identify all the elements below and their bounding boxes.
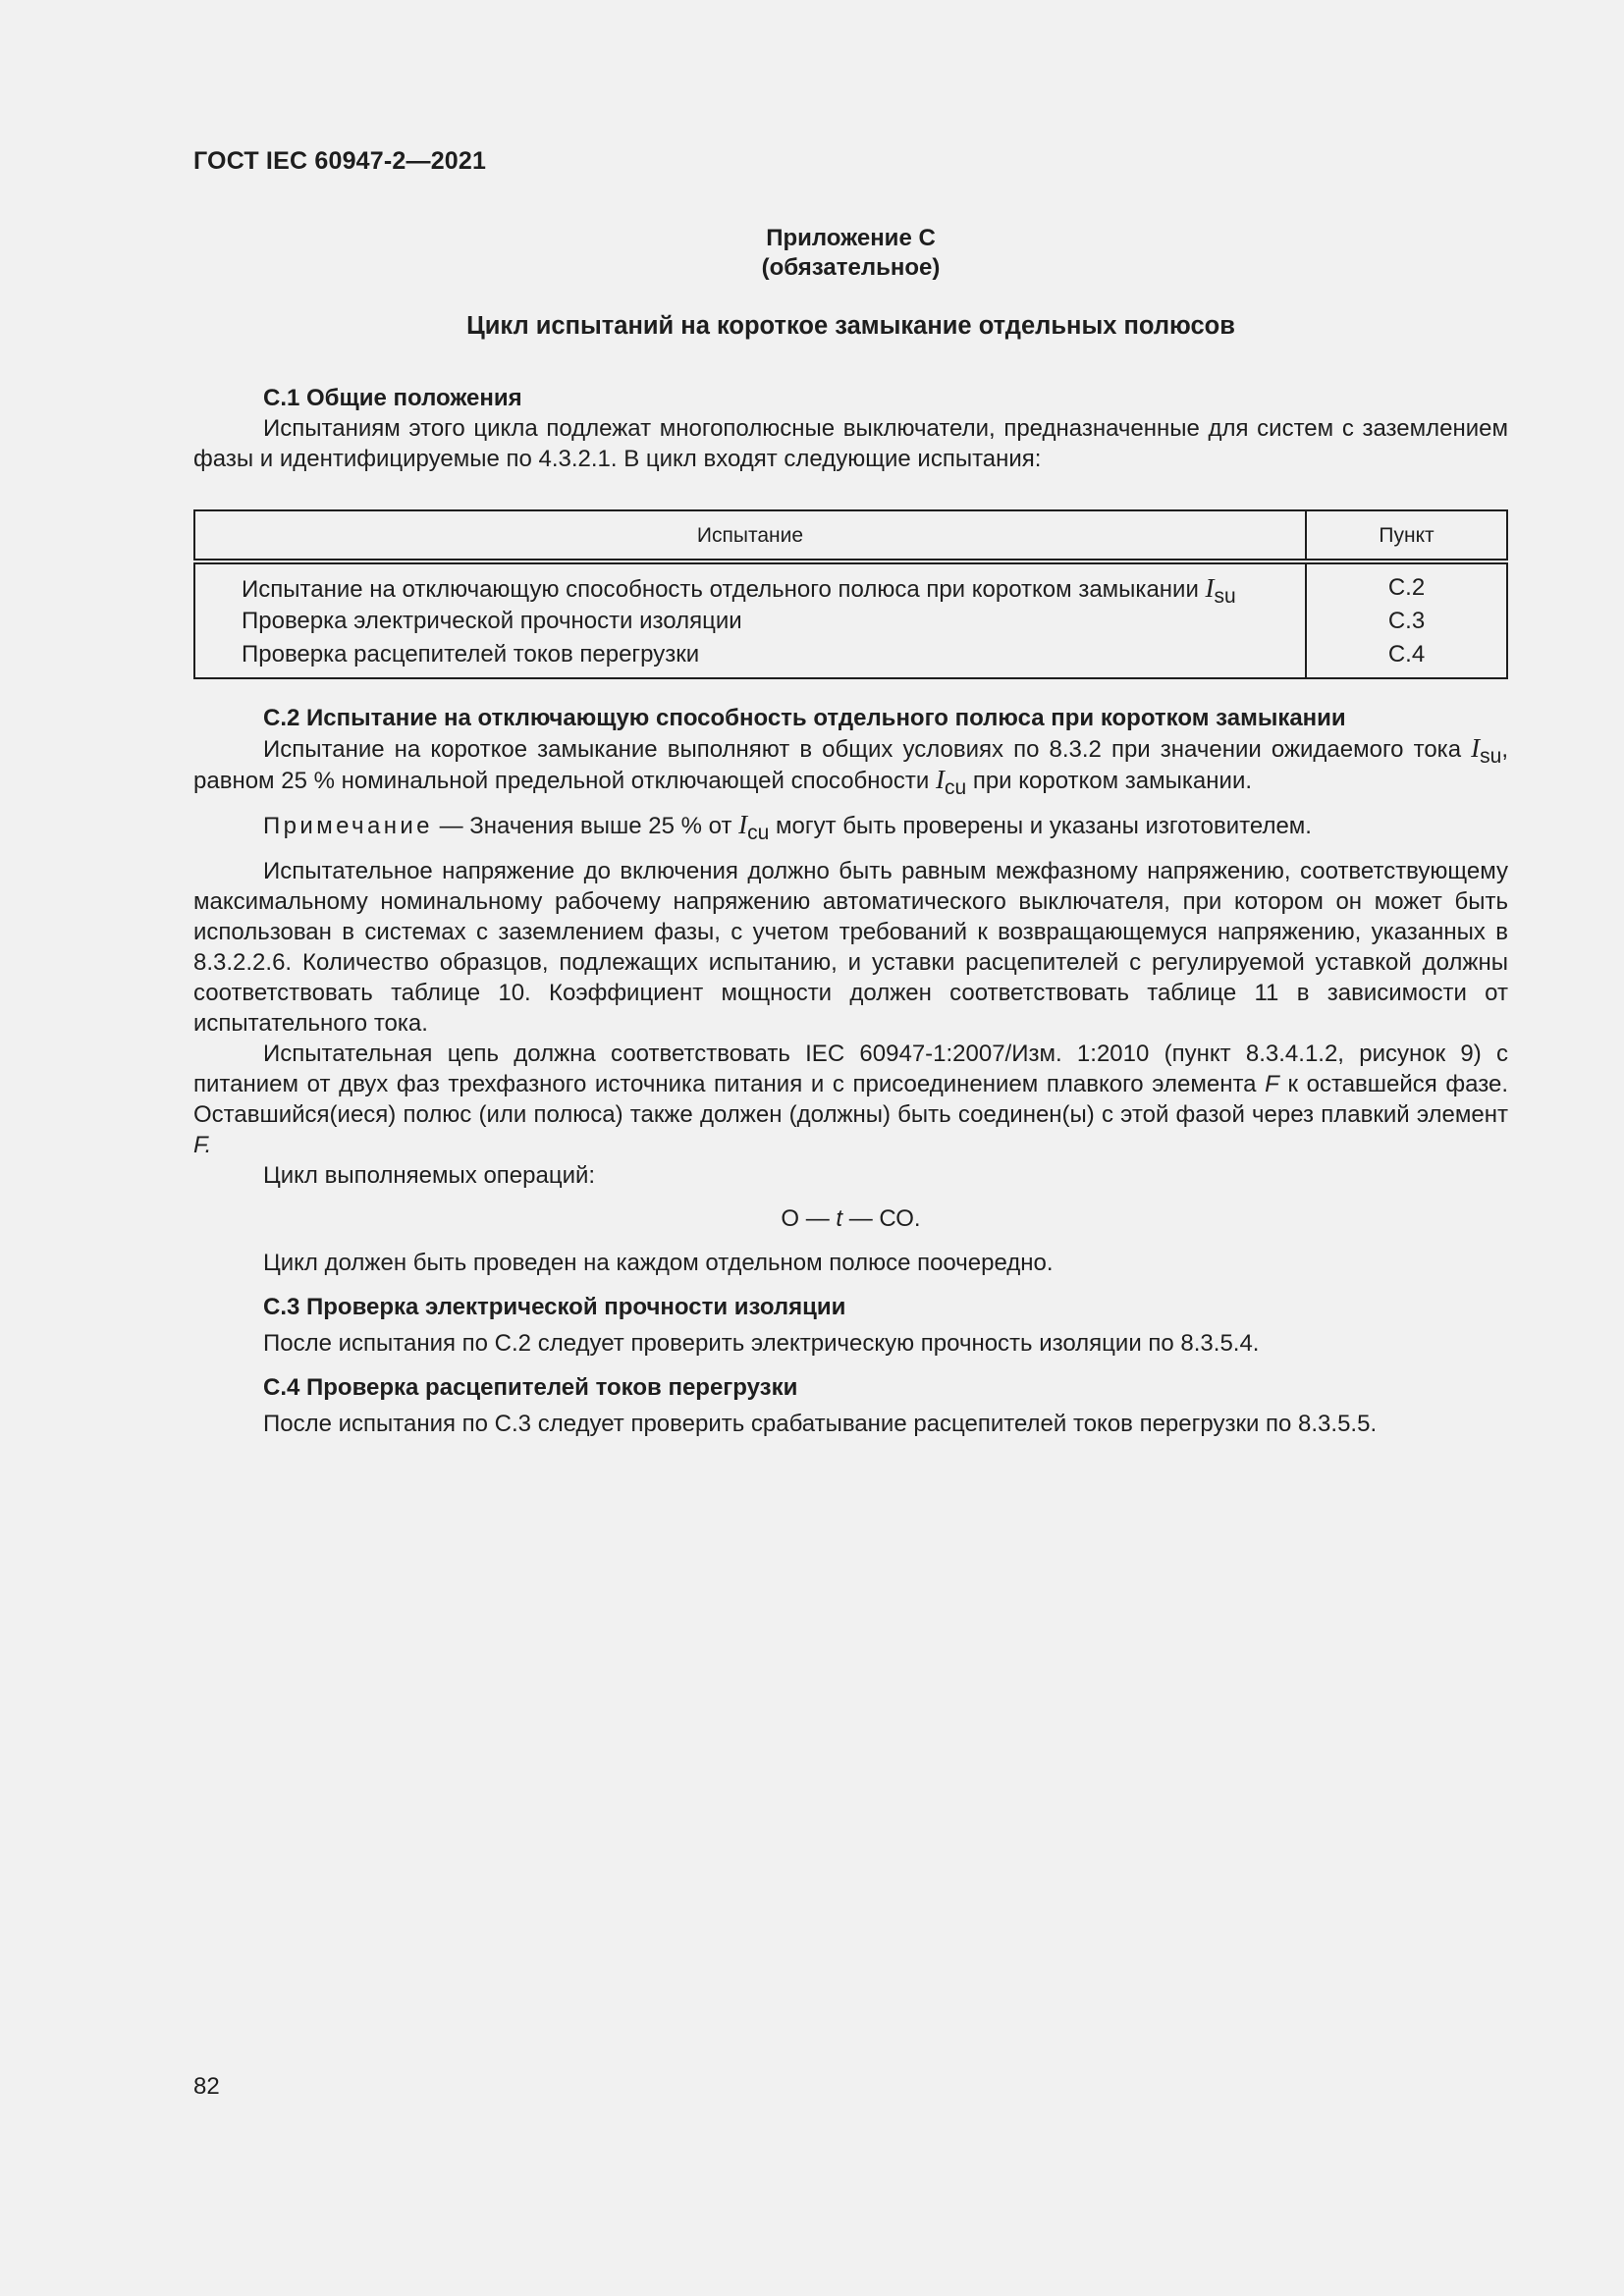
current-subscript: cu bbox=[747, 822, 770, 844]
table-row-1-test: Испытание на отключающую способность отдельного полюса при коротком замыкании Isu bbox=[242, 573, 1236, 608]
current-subscript: cu bbox=[944, 776, 967, 799]
section-c4-paragraph: После испытания по С.3 следует проверить срабатывание расцепителей токов перегрузки по 8.3.5.5. bbox=[263, 1411, 1378, 1437]
table-row-3-clause: С.4 bbox=[1387, 641, 1426, 667]
section-c1-paragraph: Испытаниям этого цикла подлежат многополюсные выключатели, предназначенные для систем с заземлением фазы и идентифицируемые по 4.3.2.1. В цикл входят следующие испытания: bbox=[193, 415, 1508, 472]
note-label: Примечание bbox=[263, 813, 433, 839]
current-symbol: I bbox=[1205, 573, 1215, 603]
tests-table bbox=[193, 509, 1508, 679]
current-subscript: su bbox=[1480, 745, 1502, 768]
section-c2-paragraph-1: Испытание на короткое замыкание выполняют в общих условиях по 8.3.2 при значении ожидаемого тока Isu, равном 25 % номинальной предельной отключающей способности Icu при коротком замыкании. bbox=[193, 733, 1508, 799]
table-row-1-clause: С.2 bbox=[1387, 574, 1426, 601]
operation-cycle-formula: О — t — СО. bbox=[781, 1205, 921, 1232]
page-number: 82 bbox=[193, 2073, 220, 2100]
table-header-row bbox=[194, 510, 1507, 561]
table-row bbox=[194, 561, 1507, 678]
section-c4-heading: С.4 Проверка расцепителей токов перегрузки bbox=[263, 1374, 798, 1401]
fuse-symbol: F. bbox=[193, 1132, 212, 1158]
standard-header: ГОСТ IEC 60947-2—2021 bbox=[193, 147, 487, 175]
current-symbol: I bbox=[935, 765, 945, 794]
current-symbol: I bbox=[1471, 733, 1481, 763]
section-c3-paragraph: После испытания по С.2 следует проверить электрическую прочность изоляции по 8.3.5.4. bbox=[263, 1330, 1260, 1357]
table-tests-cell bbox=[194, 561, 1306, 678]
section-c3-heading: С.3 Проверка электрической прочности изоляции bbox=[263, 1294, 846, 1320]
annex-heading: Цикл испытаний на короткое замыкание отдельных полюсов bbox=[466, 312, 1235, 340]
section-c2-note: Примечание — Значения выше 25 % от Icu могут быть проверены и указаны изготовителем. bbox=[263, 810, 1312, 844]
section-c1-heading: С.1 Общие положения bbox=[263, 385, 522, 411]
table-clauses-cell bbox=[1306, 561, 1507, 678]
section-c2-paragraph-2: Испытательное напряжение до включения должно быть равным межфазному напряжению, соответствующему максимальному номинальному рабочему напряжению автоматического выключателя, при котором он может быть использован в системах с заземлением фазы, с учетом требований к возвращающемуся напряжению, указанных в 8.3.2.2.6. Количество образцов, подлежащих испытанию, и уставки расцепителей с регулируемой уставкой должны соответствовать таблице 10. Коэффициент мощности должен соответствовать таблице 11 в зависимости от испытательного тока. bbox=[193, 858, 1508, 1037]
section-c2-heading: С.2 Испытание на отключающую способность отдельного полюса при коротком замыкании bbox=[263, 705, 1346, 731]
time-symbol: t bbox=[836, 1205, 843, 1232]
section-c2-paragraph-4: Цикл выполняемых операций: bbox=[263, 1162, 596, 1189]
table-row-3-test: Проверка расцепителей токов перегрузки bbox=[242, 641, 700, 667]
section-c2-paragraph-5: Цикл должен быть проведен на каждом отдельном полюсе поочередно. bbox=[263, 1250, 1054, 1276]
table-row-2-clause: С.3 bbox=[1387, 608, 1426, 634]
table-header-test: Испытание bbox=[194, 510, 1306, 561]
annex-title: Приложение С bbox=[766, 225, 936, 251]
section-c2-paragraph-3: Испытательная цепь должна соответствовать IEC 60947-1:2007/Изм. 1:2010 (пункт 8.3.4.1.2, рисунок 9) с питанием от двух фаз трехфазного источника питания и с присоединением плавкого элемента F к оставшейся фазе. Оставшийся(иеся) полюс (или полюса) также должен (должны) быть соединен(ы) с этой фазой через плавкий элемент F. bbox=[193, 1041, 1509, 1158]
current-symbol: I bbox=[738, 810, 748, 839]
fuse-symbol: F bbox=[1265, 1071, 1279, 1097]
current-subscript: su bbox=[1214, 585, 1236, 608]
annex-status: (обязательное) bbox=[761, 254, 941, 281]
table-row-2-test: Проверка электрической прочности изоляции bbox=[242, 608, 742, 634]
annex-content bbox=[193, 224, 1508, 1439]
table-header-clause: Пункт bbox=[1306, 510, 1507, 561]
